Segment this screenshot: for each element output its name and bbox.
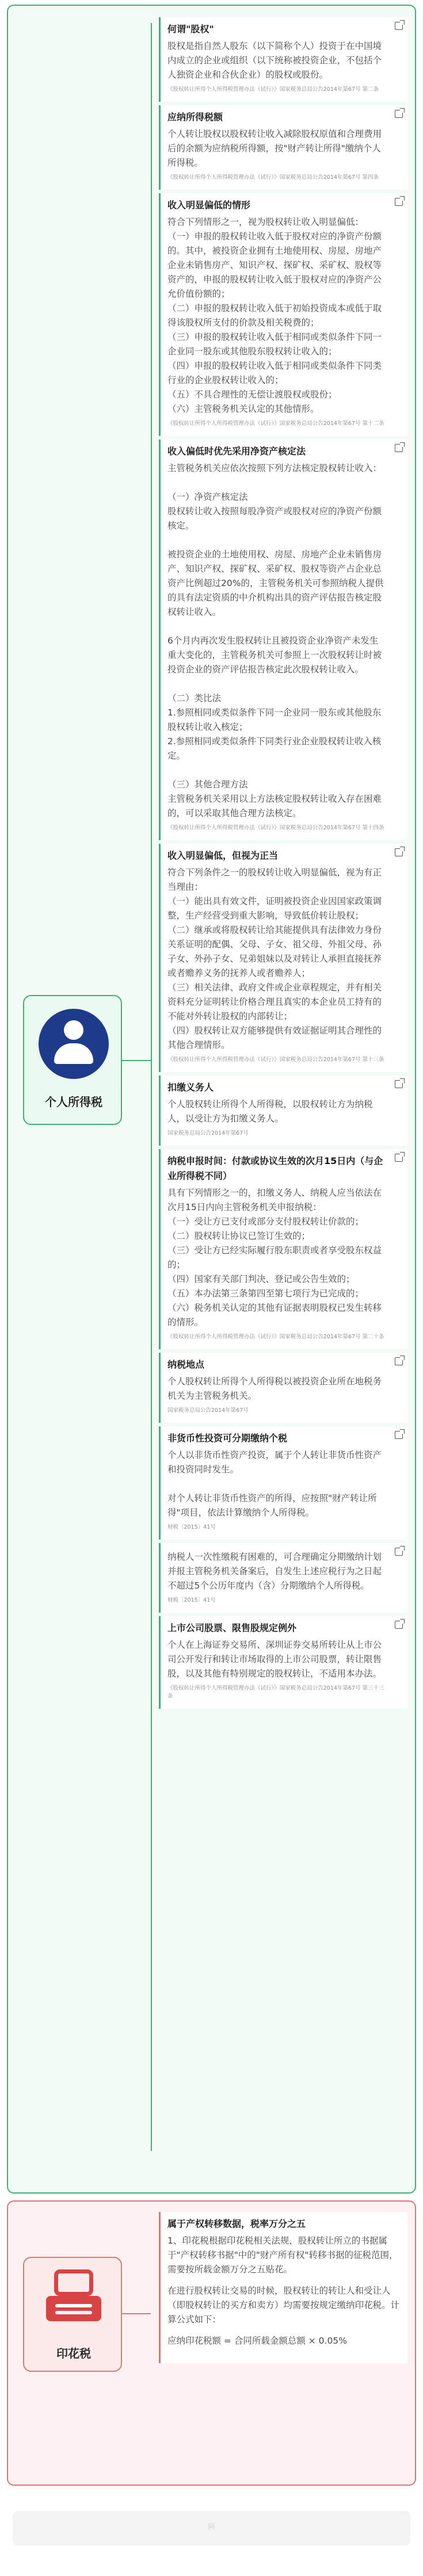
entry-title: 收入偏低时优先采用净资产核定法	[167, 446, 306, 457]
external-link-icon[interactable]	[395, 1431, 403, 1439]
person-icon	[39, 1009, 109, 1079]
external-link-icon[interactable]	[395, 22, 403, 30]
entry-title: 收入明显偏低的情形	[167, 200, 251, 210]
entry-body: 个人在上海证券交易所、深圳证券交易所转让从上市公司公开发行和转让市场取得的上市公司股票，转让限售股，以及其他有特别规定的股权转让，不适用本办法。	[167, 1640, 382, 1679]
person-head	[64, 1020, 83, 1040]
entry-body: 主管税务机关应依次按照下列方法核定股权转让收入： （一）净资产核定法 股权转让收入按照每股净资产或股权对应的净资产份额核定。 被投资企业的土地使用权、房屋、房地产企业未销售房产、知识产权、探矿权、采矿权、股权等资产占企业总资产比例超过20%的，主管税务机关可参照纳税人提供的具有法定资质的中介机构出具的资产评估报告核定股权转让收入。 6个月内再次发生股权转让且被投资企业净资产未发生重大变化的，主管税务机关可参照上一次股权转让时被投资企业的资产评估报告核定此次股权转让收入。 （二）类比法 1.参照相同或类似条件下同一企业同一股东或其他股东股权转让收入核定； 2.参照相同或类似条件下同类行业企业股权转让收入核定。 （三）其他合理方法 主管税务机关采用以上方法核定股权转让收入存在困难的，可以采取其他合理方法核定。	[167, 463, 384, 818]
entry-source: 《股权转让所得个人所得税管理办法（试行）》国家税务总局公告2014年第67号 第二条	[167, 86, 379, 93]
stamp-base	[46, 2296, 101, 2321]
external-link-icon[interactable]	[395, 1080, 403, 1088]
list-item	[159, 193, 407, 436]
entry-source: 财税〔2015〕41号	[167, 1524, 216, 1530]
stamp-icon	[46, 2269, 101, 2327]
footer-text: 阿	[208, 2523, 215, 2531]
list-item	[159, 1616, 407, 1709]
entry-body: 个人转让股权以股权转让收入减除股权原值和合理费用后的余额为应纳税所得额，按"财产转让所得"缴纳个人所得税。	[167, 129, 382, 168]
entry-title: 扣缴义务人	[167, 1082, 214, 1093]
entry-body: 具有下列情形之一的，扣缴义务人、纳税人应当依法在次月15日内向主管税务机关申报纳税： （一）受让方已支付或部分支付股权转让价款的； （二）股权转让协议已签订生效的； （三）受让方已经实际履行股东职责或者享受股东权益的； （四）国家有关部门判决、登记或公告生效的； （五）本办法第三条第四至第七项行为已完成的； （六）税务机关认定的其他有证据表明股权已发生转移的情形。	[167, 1188, 382, 1327]
list-item	[159, 844, 407, 1072]
entry-source: 《股权转让所得个人所得税管理办法（试行）》国家税务总局公告2014年第67号 第十三条	[167, 1057, 384, 1063]
external-link-icon[interactable]	[395, 110, 403, 118]
stamp-line	[55, 2304, 92, 2307]
connector	[122, 2313, 151, 2314]
entry-source: 《股权转让所得个人所得税管理办法（试行）》国家税务总局公告2014年第67号 第三十三条	[167, 1685, 384, 1700]
entry-title: 属于产权转移数据，税率万分之五	[167, 2218, 306, 2229]
list-item	[159, 1075, 407, 1146]
entry-body: 1、印花税根据印花税相关法规，股权转让所立的书据属于"产权转移书据"中的"财产所有权"转移书据的征税范围，需要按所载金额万分之五贴花。	[167, 2236, 398, 2275]
entry-body: 个人股权转让所得个人所得税以被投资企业所在地税务机关为主管税务机关。	[167, 1376, 382, 1401]
external-link-icon[interactable]	[395, 444, 403, 452]
entry-body: 符合下列条件之一的股权转让收入明显偏低，视为有正当理由： （一）能出具有效文件，证明被投资企业因国家政策调整，生产经营受到重大影响，导致低价转让股权； （二）继承或将股权转让给其能提供具有法律效力身份关系证明的配偶、父母、子女、祖父母、外祖父母、孙子女、外孙子女、兄弟姐妹以及对转让人承担直接抚养或者赡养义务的抚养人或者赡养人； （三）相关法律、政府文件或企业章程规定，并有相关资料充分证明转让价格合理且真实的本企业员工持有的不能对外转让股权的内部转让； （四）股权转让双方能够提供有效证据证明其合理性的其他合理情形。	[167, 867, 382, 1050]
entry-source: 《股权转让所得个人所得税管理办法（试行）》国家税务总局公告2014年第67号 第十二条	[167, 420, 384, 427]
external-link-icon[interactable]	[395, 1357, 403, 1365]
stamp-tax-label: 印花税	[56, 2347, 91, 2360]
entry-title: 应纳所得税额	[167, 112, 223, 123]
income-tax-label: 个人所得税	[45, 1095, 102, 1109]
stamp-tax-entry	[159, 2212, 407, 2363]
stamp-line	[55, 2311, 92, 2314]
entry-title: 上市公司股票、限售股规定例外	[167, 1622, 297, 1633]
entry-source: 国家税务总局公告2014年第67号	[167, 1130, 249, 1136]
person-body	[54, 1043, 93, 1064]
list-item	[159, 1543, 407, 1613]
stamp-tax-card[interactable]	[23, 2257, 122, 2372]
list-item	[159, 17, 407, 102]
list-item	[159, 1426, 407, 1540]
entry-title: 收入明显偏低，但视为正当	[167, 850, 279, 861]
connector	[122, 1060, 151, 1061]
entry-body: 股权是指自然人股东（以下简称个人）投资于在中国境内成立的企业或组织（以下统称被投资企业，不包括个人独资企业和合伙企业）的股权或股份。	[167, 41, 382, 80]
stamp-tax-section	[7, 2200, 416, 2486]
list-item	[159, 105, 407, 190]
income-tax-list	[159, 17, 407, 1712]
entry-body: 在进行股权转让交易的时候，股权转让的转让人和受让人（即股权转让的买方和卖方）均需要按规定缴纳印花税。计算公式如下：	[167, 2286, 400, 2325]
income-tax-card[interactable]	[23, 995, 122, 1125]
list-item	[159, 439, 407, 840]
external-link-icon[interactable]	[395, 1548, 403, 1556]
entry-source: 财税〔2015〕41号	[167, 1597, 216, 1603]
branch-line	[151, 23, 152, 2151]
stamp-handle	[54, 2269, 93, 2296]
entry-body: 符合下列情形之一，视为股权转让收入明显偏低： （一）申报的股权转让收入低于股权对应的净资产份额的。其中，被投资企业拥有土地使用权、房屋、房地产企业未销售房产、知识产权、探矿权、采矿权、股权等资产的，申报的股权转让收入低于股权对应的净资产公允价值份额的； （二）申报的股权转让收入低于初始投资成本或低于取得该股权所支付的价款及相关税费的； （三）申报的股权转让收入低于相同或类似条件下同一企业同一股东或其他股东股权转让收入的； （四）申报的股权转让收入低于相同或类似条件下同类行业的企业股权转让收入的； （五）不具合理性的无偿让渡股权或股份； （六）主管税务机关认定的其他情形。	[167, 217, 382, 414]
external-link-icon[interactable]	[395, 1621, 403, 1629]
footer-bar	[13, 2511, 410, 2546]
entry-title: 纳税地点	[167, 1359, 205, 1370]
entry-source: 《股权转让所得个人所得税管理办法（试行）》国家税务总局公告2014年第67号 第四条	[167, 174, 379, 181]
entry-title: 何谓"股权"	[167, 24, 214, 35]
entry-source: 《股权转让所得个人所得税管理办法（试行）》国家税务总局公告2014年第67号 第二十条	[167, 1334, 384, 1340]
external-link-icon[interactable]	[395, 198, 403, 206]
list-item	[159, 1353, 407, 1423]
entry-body: 个人以非货币性资产投资，属于个人转让非货币性资产和投资同时发生。 对个人转让非货币性资产的所得，应按照"财产转让所得"项目，依法计算缴纳个人所得税。	[167, 1450, 382, 1518]
list-item	[159, 1149, 407, 1349]
external-link-icon[interactable]	[395, 1154, 403, 1162]
entry-body: 纳税人一次性缴税有困难的，可合理确定分期缴纳计划并报主管税务机关备案后，自发生上述应税行为之日起不超过5个公历年度内（含）分期缴纳个人所得税。	[167, 1552, 382, 1591]
entry-source: 国家税务总局公告2014年第67号	[167, 1407, 249, 1414]
income-tax-section	[7, 5, 416, 2194]
entry-source: 《股权转让所得个人所得税管理办法（试行）》国家税务总局公告2014年第67号 第十四条	[167, 825, 384, 831]
formula: 应纳印花税额 = 合同所载金额总额 × 0.05%	[167, 2336, 347, 2346]
external-link-icon[interactable]	[395, 848, 403, 856]
entry-title: 非货币性投资可分期缴纳个税	[167, 1433, 288, 1444]
entry-body: 个人股权转让所得个人所得税，以股权转让方为纳税人，以受让方为扣缴义务人。	[167, 1099, 373, 1124]
entry-title: 纳税申报时间：付款或协议生效的次月15日内（与企业所得税不同）	[167, 1155, 383, 1181]
